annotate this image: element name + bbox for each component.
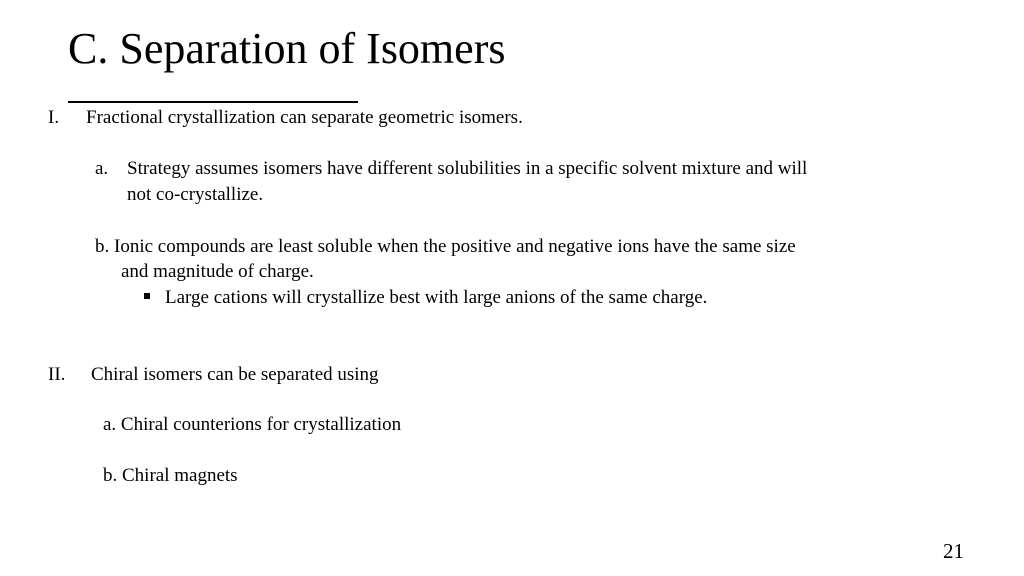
square-bullet-icon — [144, 293, 150, 299]
section-text-1: Fractional crystallization can separate geometric isomers. — [86, 107, 523, 128]
subitem-marker-1a: a. — [95, 158, 109, 179]
subitem-text-1b-line-2: and magnitude of charge. — [121, 261, 314, 282]
section-marker-1: I. — [48, 107, 60, 128]
subitem-text-1b-line-1: b. Ionic compounds are least soluble when the positive and negative ions have the same size — [95, 236, 796, 257]
section-text-2: Chiral isomers can be separated using — [91, 364, 379, 385]
page-number: 21 — [943, 539, 964, 563]
subitem-text-1a-line-1: Strategy assumes isomers have different solubilities in a specific solvent mixture and will — [127, 158, 808, 179]
subitem-text-1a-line-2: not co-crystallize. — [127, 184, 264, 205]
slide-title: C. Separation of Isomers — [68, 24, 506, 73]
subitem-text-2b: b. Chiral magnets — [103, 465, 238, 486]
title-underline — [68, 101, 358, 103]
section-marker-2: II. — [48, 364, 66, 385]
subitem-text-2a: a. Chiral counterions for crystallization — [103, 414, 402, 435]
bullet-text-1b-1: Large cations will crystallize best with large anions of the same charge. — [165, 287, 708, 308]
